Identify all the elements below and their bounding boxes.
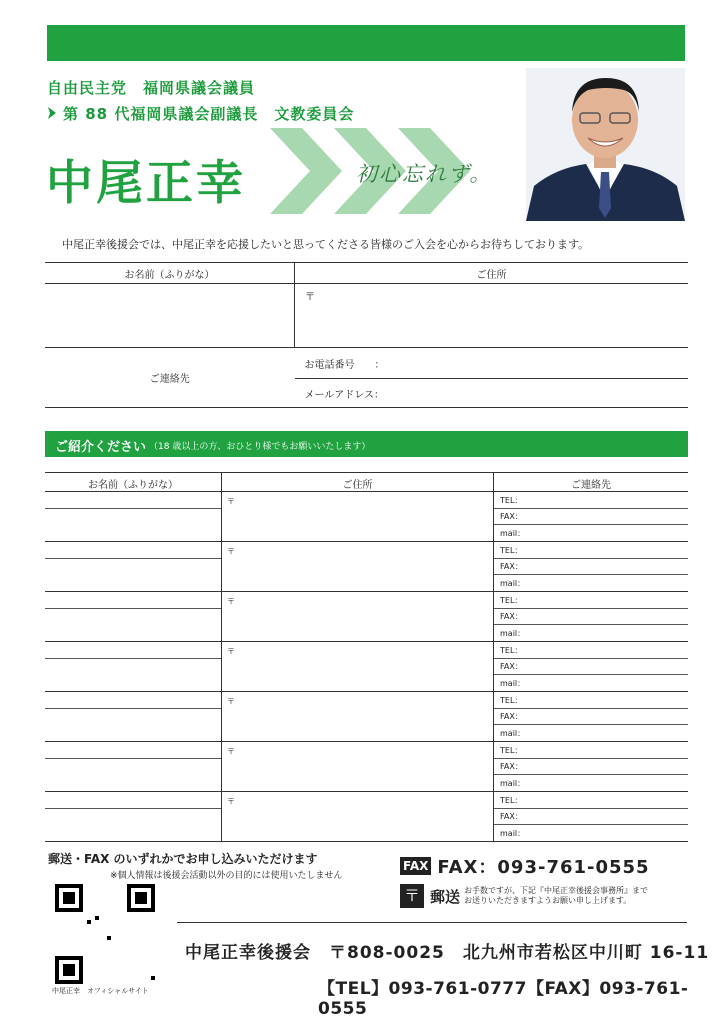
qr-code-icon[interactable] xyxy=(55,884,155,984)
office-address: 中尾正幸後援会 〒808-0025 北九州市若松区中川町 16-11 xyxy=(185,943,710,963)
fax-field[interactable]: FAX： xyxy=(500,712,523,721)
fax-field[interactable]: FAX： xyxy=(500,812,523,821)
referral-address-cell[interactable] xyxy=(227,546,487,586)
referral-name-cell[interactable] xyxy=(45,692,221,741)
postal-mark: 〒 xyxy=(305,292,315,303)
referral-address-cell[interactable] xyxy=(227,596,487,636)
mail-field[interactable]: mail： xyxy=(500,729,526,738)
contact-label-cell xyxy=(45,348,295,408)
post-text: 第 88 代福岡県議会副議長 文教委員会 xyxy=(63,105,355,123)
party-affiliation: 自由民主党 福岡県議会議員 xyxy=(47,79,256,97)
apply-instructions: 郵送・FAX のいずれかでお申し込みいただけます xyxy=(48,852,318,866)
mail-contact xyxy=(400,884,648,908)
chevron-right-icon xyxy=(47,107,57,119)
postal-mark: 〒 xyxy=(227,697,235,706)
address-header: ご住所 xyxy=(295,263,689,284)
mail-label: 郵送 xyxy=(430,887,461,906)
referral-name-header: お名前（ふりがな） xyxy=(88,480,178,491)
phone-label: お電話番号 ： xyxy=(304,359,385,371)
tel-field[interactable]: TEL： xyxy=(500,796,523,805)
address-input-cell[interactable] xyxy=(295,284,689,348)
referral-address-cell[interactable] xyxy=(227,646,487,686)
table-row xyxy=(45,492,688,542)
postal-mark: 〒 xyxy=(227,747,235,756)
referral-name-cell[interactable] xyxy=(45,592,221,641)
referral-name-cell[interactable] xyxy=(45,642,221,691)
postal-mark: 〒 xyxy=(227,547,235,556)
top-green-bar xyxy=(47,25,685,61)
postal-mark-icon: 〒 xyxy=(400,884,424,908)
fax-contact xyxy=(400,853,650,879)
table-row xyxy=(45,642,688,692)
candidate-portrait xyxy=(526,68,685,221)
qr-caption: 中尾正幸 オフィシャルサイト xyxy=(52,987,149,995)
tel-field[interactable]: TEL： xyxy=(500,496,523,505)
fax-number: FAX：093-761-0555 xyxy=(437,857,650,878)
tel-field[interactable]: TEL： xyxy=(500,596,523,605)
fax-field[interactable]: FAX： xyxy=(500,762,523,771)
referral-address-cell[interactable] xyxy=(227,796,487,836)
mail-note: お手数ですが、下記『中尾正幸後援会事務所』まで お送りいただきますようお願い申し上げます。 xyxy=(464,886,649,905)
tel-field[interactable]: TEL： xyxy=(500,646,523,655)
referral-address-cell[interactable] xyxy=(227,746,487,786)
postal-mark: 〒 xyxy=(227,597,235,606)
referral-subtitle: （18 歳以上の方、おひとり様でもお願いいたします） xyxy=(149,442,371,452)
slogan: 初心忘れず。 xyxy=(356,162,493,186)
mail-field[interactable]: mail： xyxy=(500,629,526,638)
referral-name-cell[interactable] xyxy=(45,792,221,841)
postal-mark: 〒 xyxy=(227,647,235,656)
referral-address-cell[interactable] xyxy=(227,696,487,736)
member-application-form xyxy=(45,262,688,408)
email-label: メールアドレス： xyxy=(304,389,384,401)
table-row xyxy=(45,542,688,592)
table-row xyxy=(45,792,688,842)
referral-name-cell[interactable] xyxy=(45,492,221,541)
table-row xyxy=(45,742,688,792)
divider xyxy=(177,922,687,923)
mail-field[interactable]: mail： xyxy=(500,779,526,788)
name-header: お名前（ふりがな） xyxy=(45,263,295,284)
candidate-name: 中尾正幸 xyxy=(46,156,246,211)
mail-field[interactable]: mail： xyxy=(500,579,526,588)
referral-name-cell[interactable] xyxy=(45,742,221,791)
tel-field[interactable]: TEL： xyxy=(500,696,523,705)
referral-name-cell[interactable] xyxy=(45,542,221,591)
table-row xyxy=(45,592,688,642)
name-input-cell[interactable] xyxy=(45,284,295,348)
tel-field[interactable]: TEL： xyxy=(500,746,523,755)
office-phone-fax: 【TEL】093-761-0777【FAX】093-761-0555 xyxy=(318,979,689,1019)
referral-table xyxy=(45,472,688,842)
table-row xyxy=(45,692,688,742)
fax-field[interactable]: FAX： xyxy=(500,612,523,621)
postal-mark: 〒 xyxy=(227,797,235,806)
phone-field[interactable] xyxy=(295,348,689,379)
tel-field[interactable]: TEL： xyxy=(500,546,523,555)
fax-field[interactable]: FAX： xyxy=(500,662,523,671)
referral-section-header xyxy=(45,431,688,457)
mail-field[interactable]: mail： xyxy=(500,529,526,538)
mail-field[interactable]: mail： xyxy=(500,679,526,688)
intro-text: 中尾正幸後援会では、中尾正幸を応援したいと思ってくださる皆様のご入会を心からお待ちしております。 xyxy=(62,238,590,251)
referral-contact-header: ご連絡先 xyxy=(571,480,611,491)
postal-mark: 〒 xyxy=(227,497,235,506)
fax-field[interactable]: FAX： xyxy=(500,512,523,521)
privacy-note: ※個人情報は後援会活動以外の目的には使用いたしません xyxy=(110,871,343,881)
official-post xyxy=(47,103,354,124)
fax-field[interactable]: FAX： xyxy=(500,562,523,571)
referral-address-header: ご住所 xyxy=(342,480,373,491)
referral-address-cell[interactable] xyxy=(227,496,487,536)
contact-label: ご連絡先 xyxy=(149,374,190,385)
fax-icon: FAX xyxy=(400,857,431,875)
referral-table-header xyxy=(45,472,688,492)
email-field[interactable] xyxy=(295,379,689,408)
referral-title: ご紹介ください xyxy=(55,440,147,455)
mail-field[interactable]: mail： xyxy=(500,829,526,838)
